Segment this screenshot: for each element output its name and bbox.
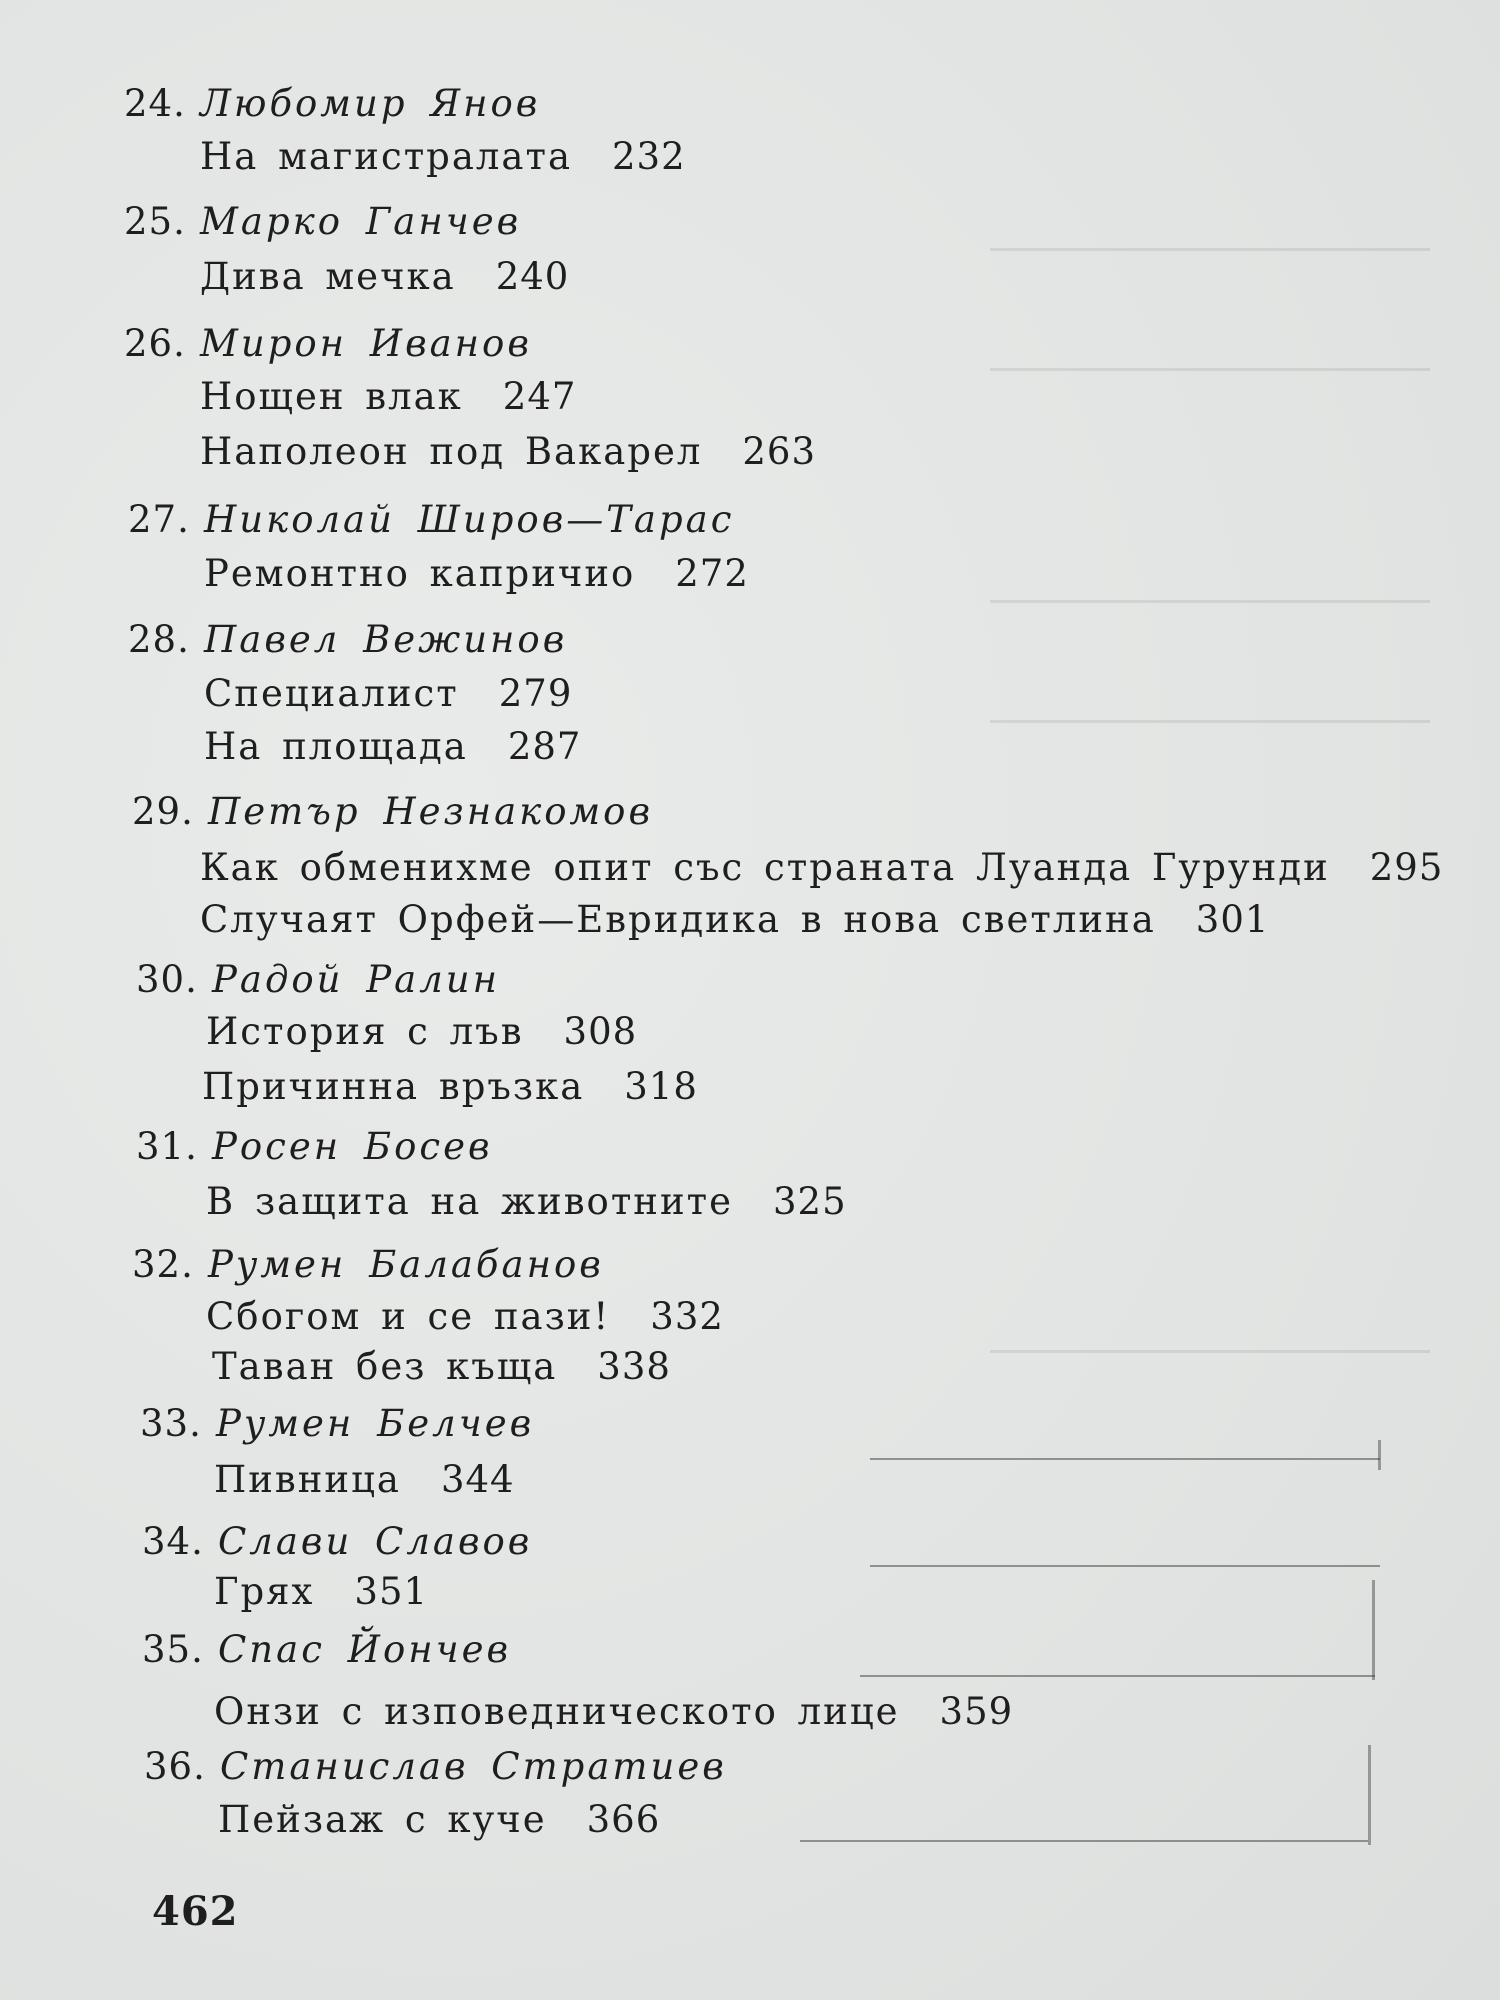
toc-work-line	[212, 1345, 671, 1389]
entry-number: 28.	[128, 618, 190, 661]
work-title: На площада	[204, 725, 468, 768]
work-page-number: 359	[939, 1690, 1014, 1733]
work-title: Причинна връзка	[202, 1065, 585, 1108]
work-title: На магистралата	[200, 135, 572, 178]
work-page-number: 272	[675, 552, 749, 595]
work-page-number: 279	[498, 672, 573, 715]
entry-number: 29.	[132, 790, 194, 833]
toc-work-line	[214, 1458, 515, 1502]
toc-work-line	[204, 725, 581, 769]
work-page-number: 263	[742, 430, 816, 473]
work-title: Как обменихме опит със страната Луанда Гурунди	[200, 846, 1330, 889]
entry-number: 25.	[124, 200, 186, 243]
entry-number: 33.	[140, 1402, 202, 1445]
author-name: Спас Йончев	[218, 1628, 512, 1671]
entry-number: 31.	[136, 1125, 198, 1168]
toc-work-line	[200, 255, 569, 299]
entry-number: 30.	[136, 958, 198, 1001]
toc-author-line	[128, 498, 734, 542]
work-title: Специалист	[204, 672, 459, 715]
work-title: История с лъв	[206, 1010, 524, 1053]
toc-author-line	[124, 322, 532, 366]
toc-author-line	[142, 1628, 511, 1672]
work-page-number: 351	[354, 1570, 429, 1613]
work-page-number: 295	[1369, 846, 1444, 889]
show-through-line	[990, 368, 1430, 371]
work-title: Наполеон под Вакарел	[200, 430, 703, 473]
work-title: Дива мечка	[200, 255, 456, 298]
work-page-number: 301	[1195, 898, 1270, 941]
author-name: Николай Широв—Тарас	[204, 498, 735, 541]
work-page-number: 232	[612, 135, 686, 178]
entry-number: 24.	[124, 82, 186, 125]
toc-work-line	[204, 552, 749, 596]
author-name: Марко Ганчев	[200, 200, 522, 243]
toc-work-line	[200, 898, 1269, 942]
author-name: Румен Белчев	[216, 1402, 535, 1445]
show-through-line	[990, 1350, 1430, 1353]
author-name: Росен Босев	[212, 1125, 493, 1168]
entry-number: 27.	[128, 498, 190, 541]
show-through-line	[990, 248, 1430, 251]
work-title: Пейзаж с куче	[218, 1798, 547, 1841]
toc-work-line	[214, 1690, 1013, 1734]
toc-work-line	[214, 1570, 428, 1614]
work-title: Нощен влак	[200, 375, 463, 418]
author-name: Радой Ралин	[212, 958, 500, 1001]
work-page-number: 366	[586, 1798, 661, 1841]
entry-number: 26.	[124, 322, 186, 365]
toc-work-line	[200, 846, 1443, 890]
show-through-line	[990, 600, 1430, 603]
toc-work-line	[218, 1798, 660, 1842]
author-name: Любомир Янов	[200, 82, 541, 125]
show-through-dash	[870, 1565, 1380, 1567]
work-title: Случаят Орфей—Евридика в нова светлина	[200, 898, 1156, 941]
author-name: Мирон Иванов	[200, 322, 532, 365]
toc-author-line	[124, 82, 540, 126]
toc-work-line	[202, 1065, 698, 1109]
toc-author-line	[136, 958, 500, 1002]
entry-number: 36.	[144, 1745, 206, 1788]
show-through-line	[990, 720, 1430, 723]
show-through-dash	[800, 1840, 1368, 1842]
work-title: Сбогом и се пази!	[206, 1295, 611, 1338]
work-page-number: 332	[650, 1295, 724, 1338]
work-page-number: 247	[502, 375, 577, 418]
toc-work-line	[200, 430, 816, 474]
toc-work-line	[206, 1180, 847, 1224]
show-through-bracket	[1372, 1580, 1375, 1680]
page-number: 462	[152, 1888, 239, 1935]
show-through-dash	[860, 1675, 1375, 1677]
work-title: Онзи с изповедническото лице	[214, 1690, 900, 1733]
toc-work-line	[200, 375, 576, 419]
show-through-dash	[870, 1458, 1380, 1460]
work-page-number: 325	[772, 1180, 847, 1223]
work-page-number: 287	[507, 725, 582, 768]
entry-number: 34.	[142, 1520, 204, 1563]
show-through-bracket	[1378, 1440, 1381, 1470]
toc-author-line	[136, 1125, 493, 1169]
author-name: Румен Балабанов	[208, 1243, 604, 1286]
author-name: Слави Славов	[218, 1520, 533, 1563]
toc-author-line	[132, 790, 653, 834]
entry-number: 35.	[142, 1628, 204, 1671]
entry-number: 32.	[132, 1243, 194, 1286]
work-page-number: 240	[495, 255, 570, 298]
toc-work-line	[204, 672, 572, 716]
author-name: Станислав Стратиев	[220, 1745, 727, 1788]
work-page-number: 344	[440, 1458, 515, 1501]
author-name: Петър Незнакомов	[208, 790, 653, 833]
work-title: Таван без къща	[212, 1345, 558, 1388]
toc-author-line	[132, 1243, 604, 1287]
work-title: В защита на животните	[206, 1180, 733, 1223]
toc-work-line	[206, 1010, 637, 1054]
work-title: Грях	[214, 1570, 315, 1613]
work-page-number: 308	[563, 1010, 638, 1053]
work-page-number: 318	[624, 1065, 698, 1108]
toc-work-line	[200, 135, 686, 179]
work-title: Пивница	[214, 1458, 401, 1501]
work-page-number: 338	[597, 1345, 671, 1388]
toc-author-line	[124, 200, 521, 244]
toc-author-line	[142, 1520, 532, 1564]
toc-author-line	[144, 1745, 727, 1789]
work-title: Ремонтно капричио	[204, 552, 636, 595]
show-through-bracket	[1368, 1745, 1371, 1845]
toc-work-line	[206, 1295, 724, 1339]
toc-author-line	[128, 618, 567, 662]
author-name: Павел Вежинов	[204, 618, 568, 661]
toc-author-line	[140, 1402, 534, 1446]
